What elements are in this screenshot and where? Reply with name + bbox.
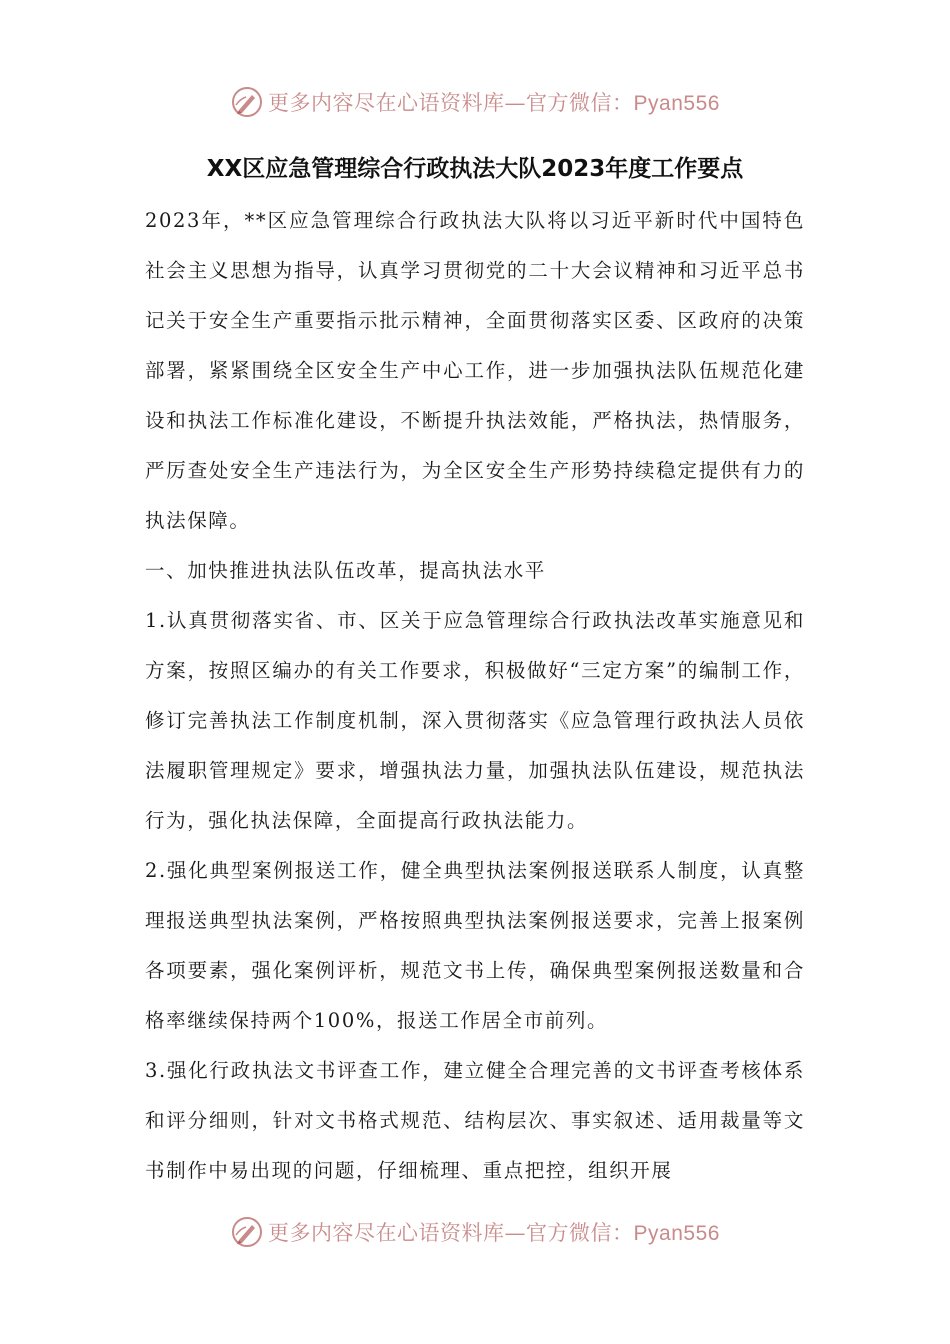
item-paragraph-3: 3.强化行政执法文书评查工作，建立健全合理完善的文书评查考核体系和评分细则，针对文书格式规范、结构层次、事实叙述、适用裁量等文书制作中易出现的问题，仔细梳理、重点把控，组织开展 bbox=[145, 1059, 805, 1182]
document-title: XX区应急管理综合行政执法大队2023年度工作要点 bbox=[206, 156, 744, 182]
pen-logo-icon bbox=[230, 1215, 264, 1249]
watermark-header bbox=[0, 82, 950, 122]
watermark-text: 更多内容尽在心语资料库—官方微信：Pyan556 bbox=[268, 91, 720, 115]
wechat-id: Pyan556 bbox=[633, 1222, 720, 1245]
intro-paragraph: 2023年，**区应急管理综合行政执法大队将以习近平新时代中国特色社会主义思想为指导，认真学习贯彻党的二十大会议精神和习近平总书记关于安全生产重要指示批示精神，全面贯彻落实区委、区政府的决策部署，紧紧围绕全区安全生产中心工作，进一步加强执法队伍规范化建设和执法工作标准化建设，不断提升执法效能，严格执法，热情服务，严厉查处安全生产违法行为，为全区安全生产形势持续稳定提供有力的执法保障。 bbox=[145, 209, 805, 532]
item-paragraph-1: 1.认真贯彻落实省、市、区关于应急管理综合行政执法改革实施意见和方案，按照区编办的有关工作要求，积极做好“三定方案”的编制工作，修订完善执法工作制度机制，深入贯彻落实《应急管理行政执法人员依法履职管理规定》要求，增强执法力量，加强执法队伍建设，规范执法行为，强化执法保障，全面提高行政执法能力。 bbox=[145, 609, 805, 832]
watermark-footer bbox=[0, 1212, 950, 1252]
document-body bbox=[145, 196, 805, 1196]
pen-logo-icon bbox=[230, 85, 264, 119]
watermark-text: 更多内容尽在心语资料库—官方微信：Pyan556 bbox=[268, 1221, 720, 1245]
wechat-id: Pyan556 bbox=[633, 92, 720, 115]
item-paragraph-2: 2.强化典型案例报送工作，健全典型执法案例报送联系人制度，认真整理报送典型执法案例，严格按照典型执法案例报送要求，完善上报案例各项要素，强化案例评析，规范文书上传，确保典型案例报送数量和合格率继续保持两个100%，报送工作居全市前列。 bbox=[145, 859, 805, 1032]
section-heading-1: 一、加快推进执法队伍改革，提高执法水平 bbox=[145, 559, 546, 582]
